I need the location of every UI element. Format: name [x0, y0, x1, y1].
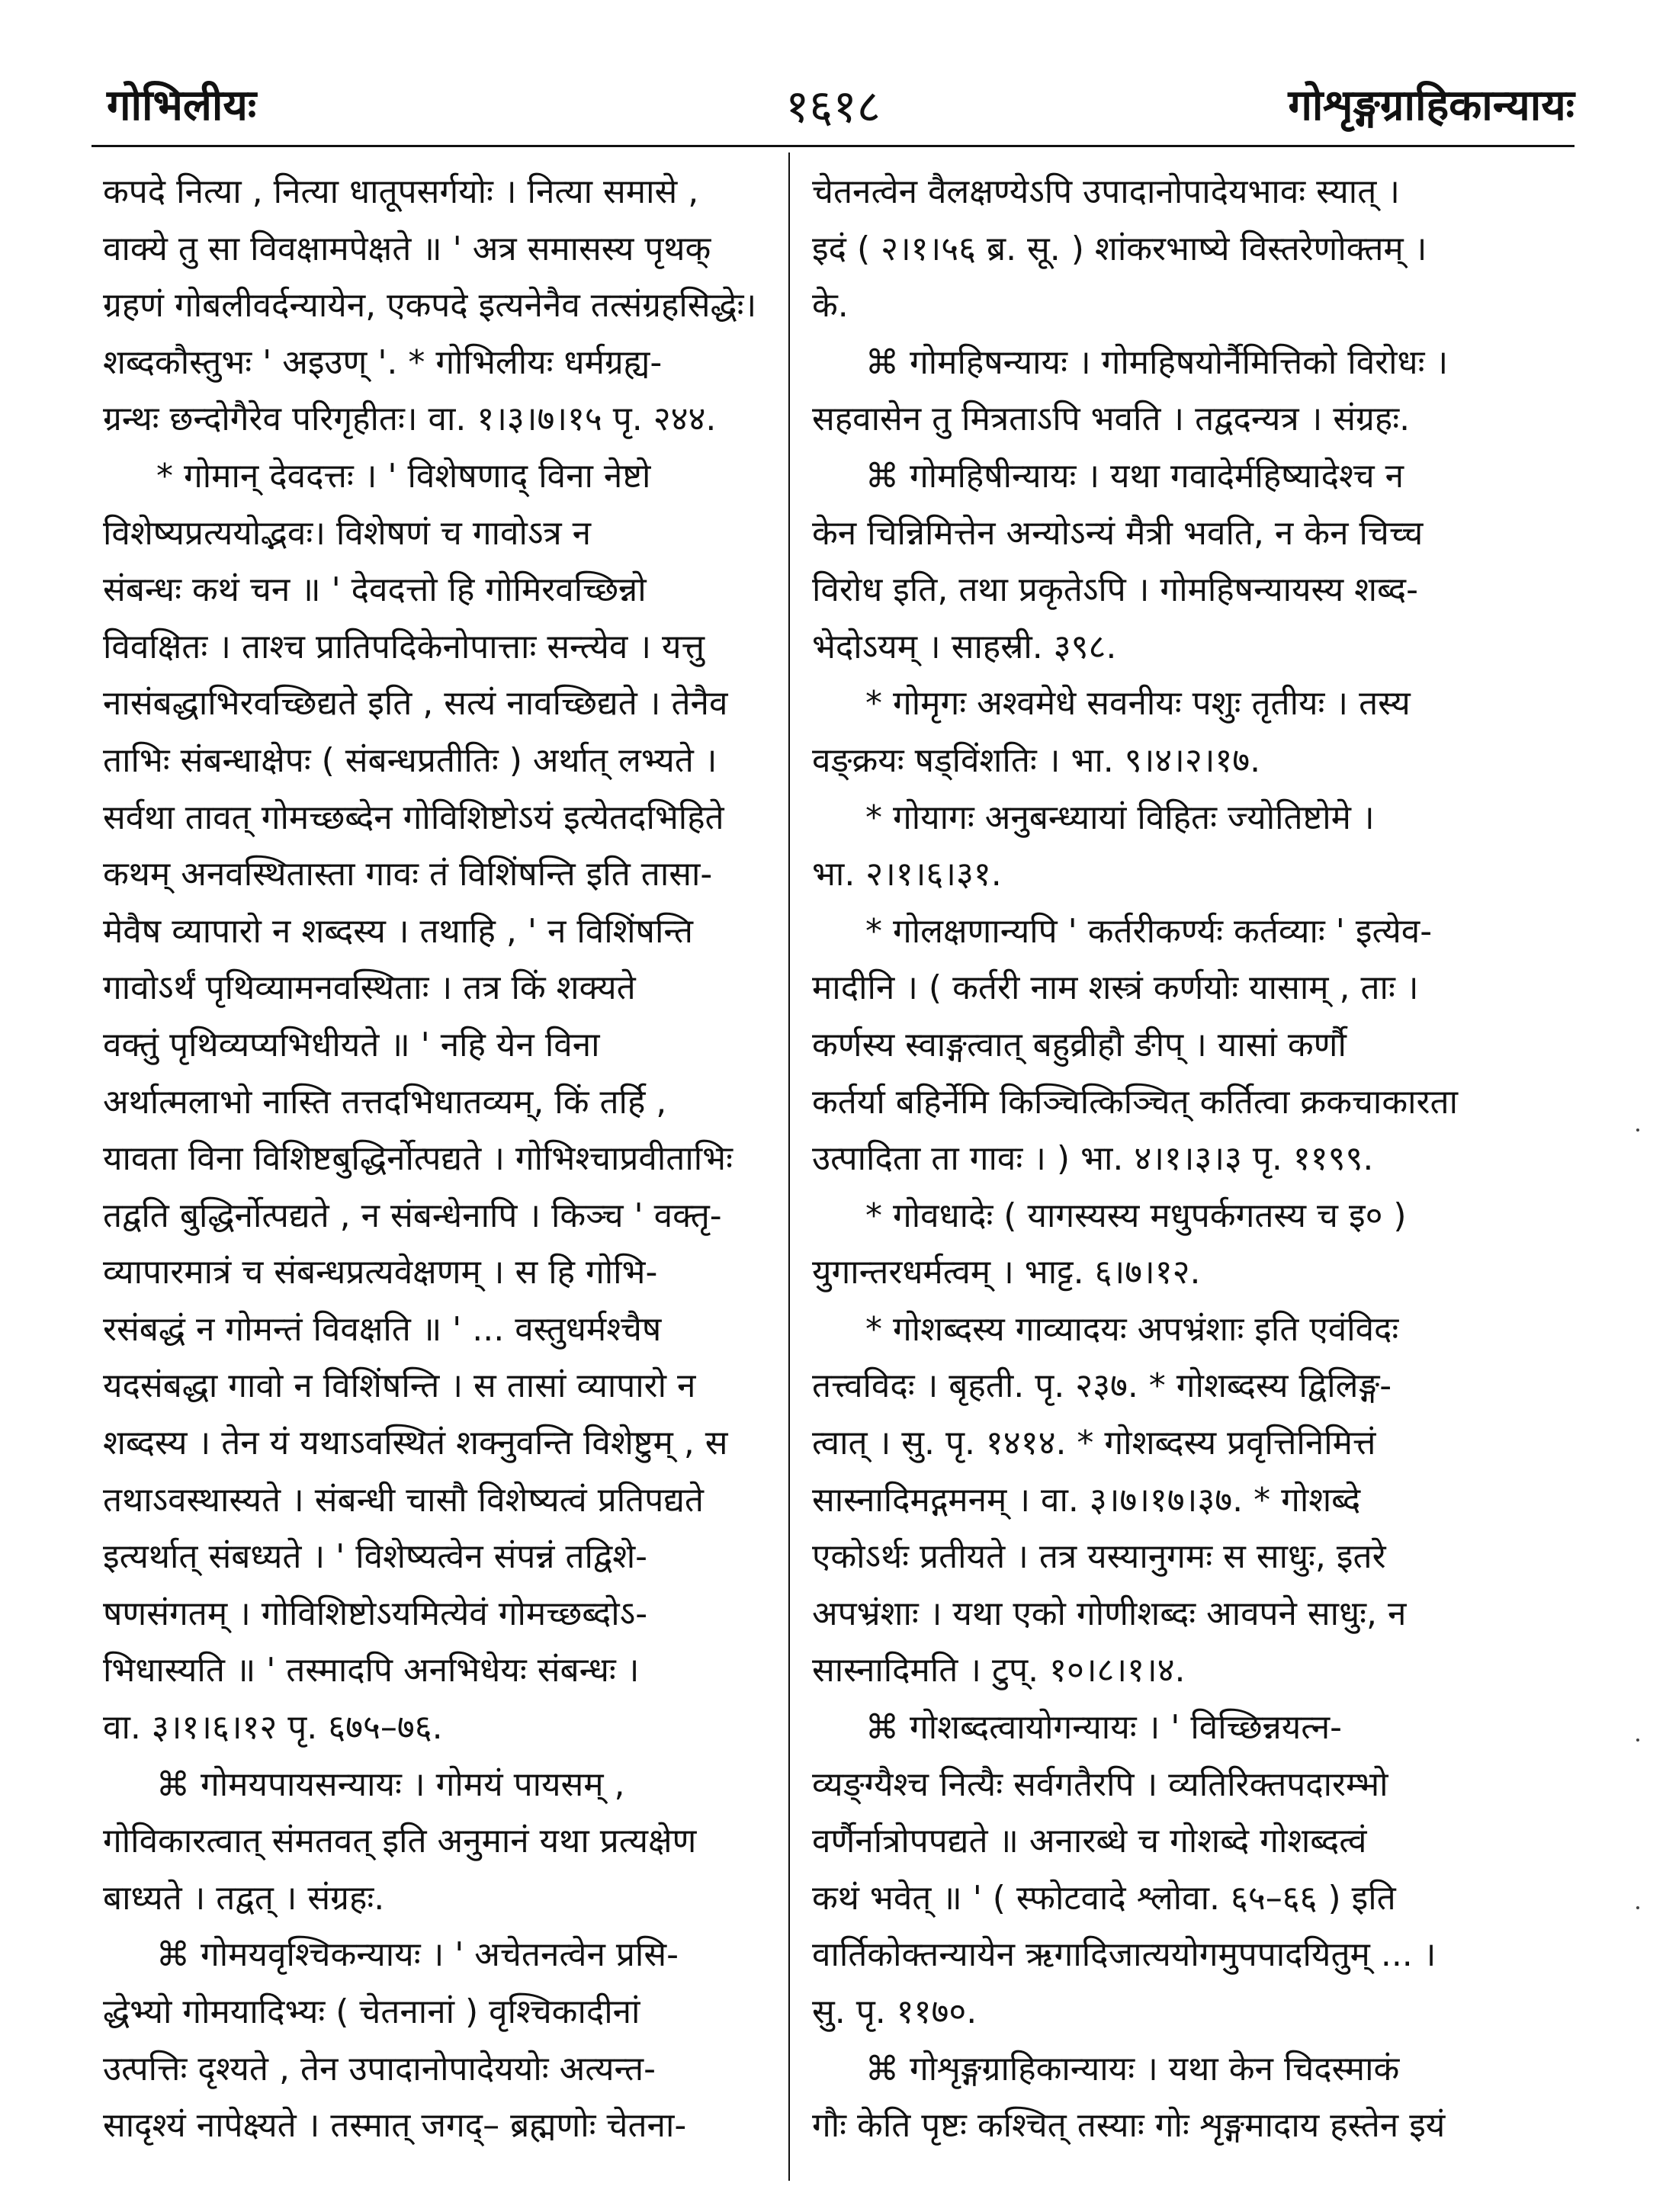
text-line: बाध्यते । तद्वत् । संग्रहः.: [103, 1878, 385, 1918]
text-line: गावोऽर्थं पृथिव्यामनवस्थिताः । तत्र किं शक्यते: [103, 968, 636, 1008]
text-line: के.: [812, 286, 849, 326]
text-line: षणसंगतम् । गोविशिष्टोऽयमित्येवं गोमच्छब्दोऽ-: [103, 1594, 648, 1633]
page-header: [84, 59, 1582, 143]
text-line: अर्थात्मलाभो नास्ति तत्तदभिधातव्यम्, किं तर्हि ,: [103, 1082, 667, 1122]
text-line: सहवासेन तु मित्रताऽपि भवति । तद्वदन्यत्र । संग्रहः.: [812, 400, 1411, 439]
text-line: * गोलक्षणान्यपि ' कर्तरीकर्ण्यः कर्तव्याः ' इत्येव-: [865, 911, 1433, 951]
right-column: [812, 164, 1506, 2155]
text-line: ⌘ गोशब्दत्वायोगन्यायः । ' विच्छिन्नयत्न-: [865, 1708, 1343, 1748]
text-line: कथं भवेत् ॥ ' ( स्फोटवादे श्लोवा. ६५–६६ ) इति: [812, 1878, 1396, 1918]
text-line: उत्पत्तिः दृश्यते , तेन उपादानोपादेययोः अत्यन्त-: [103, 2049, 656, 2088]
text-line: ⌘ गोमहिषन्यायः । गोमहिषयोर्नैमित्तिको विरोधः ।: [865, 342, 1449, 382]
text-line: युगान्तरधर्मत्वम् । भाट्ट. ६।७।१२.: [812, 1253, 1201, 1292]
text-line: वार्तिकोक्तन्यायेन ऋगादिजात्ययोगमुपपादयितुम् ... ।: [812, 1935, 1436, 1975]
text-line: * गोवधादेः ( यागस्यस्य मधुपर्कगतस्य च इ० ): [865, 1196, 1407, 1235]
text-line: रसंबद्धं न गोमन्तं विवक्षति ॥ ' ... वस्तुधर्मश्चैष: [103, 1309, 662, 1349]
text-line: मेवैष व्यापारो न शब्दस्य । तथाहि , ' न विशिंषन्ति: [103, 911, 693, 951]
text-line: वक्तुं पृथिव्यप्यभिधीयते ॥ ' नहि येन विना: [103, 1025, 600, 1064]
text-line: विशेष्यप्रत्ययोद्भवः। विशेषणं च गावोऽत्र न: [103, 513, 592, 553]
text-line: कर्तर्या बहिर्नेमि किञ्चित्किञ्चित् कर्तित्वा क्रकचाकारता: [812, 1082, 1458, 1122]
text-line: विरोध इति, तथा प्रकृतेऽपि । गोमहिषन्यायस्य शब्द-: [812, 570, 1418, 610]
text-line: उत्पादिता ता गावः । ) भा. ४।१।३।३ पृ. ११९९.: [812, 1139, 1374, 1179]
text-line: त्वात् । सु. पृ. १४१४. * गोशब्दस्य प्रवृत्तिनिमित्तं: [812, 1424, 1376, 1463]
text-line: तत्त्वविदः । बृहती. पृ. २३७. * गोशब्दस्य द्विलिङ्ग-: [812, 1366, 1392, 1406]
text-line: वा. ३।१।६।१२ पृ. ६७५–७६.: [103, 1708, 443, 1748]
running-head-right: गोशृङ्गग्राहिकान्यायः: [1288, 81, 1575, 130]
text-line: नासंबद्धाभिरवच्छिद्यते इति , सत्यं नावच्छिद्यते । तेनैव: [103, 684, 728, 724]
text-line: शब्दस्य । तेन यं यथाऽवस्थितं शक्नुवन्ति विशेष्टुम् , स: [103, 1424, 728, 1463]
text-line: ⌘ गोमहिषीन्यायः । यथा गवादेर्महिष्यादेश्च न: [865, 456, 1404, 496]
margin-mark: [1636, 1128, 1639, 1132]
text-line: सु. पृ. ११७०.: [812, 1992, 977, 2031]
text-line: कर्णस्य स्वाङ्गत्वात् बहुव्रीहौ ङीप् । यासां कर्णौ: [812, 1025, 1347, 1064]
text-line: गोविकारत्वात् संमतवत् इति अनुमानं यथा प्रत्यक्षेण: [103, 1822, 697, 1861]
text-line: ग्रन्थः छन्दोगैरेव परिगृहीतः। वा. १।३।७।१५ पृ. २४४.: [103, 400, 717, 439]
text-line: ⌘ गोमयवृश्चिकन्यायः । ' अचेतनत्वेन प्रसि-: [156, 1935, 679, 1975]
text-line: व्यापारमात्रं च संबन्धप्रत्यवेक्षणम् । स हि गोभि-: [103, 1253, 658, 1292]
text-line: ग्रहणं गोबलीवर्दन्यायेन, एकपदे इत्यनेनैव तत्संग्रहसिद्धेः।: [103, 286, 757, 326]
page-number: १६१८: [785, 80, 881, 133]
text-line: तद्वति बुद्धिर्नोत्पद्यते , न संबन्धेनापि । किञ्च ' वक्तृ-: [103, 1196, 722, 1235]
text-line: संबन्धः कथं चन ॥ ' देवदत्तो हि गोमिरवच्छिन्नो: [103, 570, 647, 610]
text-line: सास्नादिमद्गमनम् । वा. ३।७।१७।३७. * गोशब्दे: [812, 1480, 1361, 1520]
running-head-left: गोभिलीयः: [107, 81, 257, 130]
margin-mark: [1636, 1906, 1639, 1909]
text-line: व्यङ्ग्यैश्च नित्यैः सर्वगतैरपि । व्यतिरिक्तपदारम्भो: [812, 1764, 1388, 1804]
text-line: इत्यर्थात् संबध्यते । ' विशेष्यत्वेन संपन्नं तद्विशे-: [103, 1537, 648, 1577]
text-line: ताभिः संबन्धाक्षेपः ( संबन्धप्रतीतिः ) अर्थात् लभ्यते ।: [103, 740, 717, 780]
text-line: द्धेभ्यो गोमयादिभ्यः ( चेतनानां ) वृश्चिकादीनां: [103, 1992, 640, 2031]
text-line: सर्वथा तावत् गोमच्छब्देन गोविशिष्टोऽयं इत्येतदभिहिते: [103, 798, 724, 837]
text-line: शब्दकौस्तुभः ' अइउण् '. * गोभिलीयः धर्मग्रह्य-: [103, 342, 663, 382]
text-line: ⌘ गोशृङ्गग्राहिकान्यायः । यथा केन चिदस्माकं: [865, 2049, 1400, 2088]
text-line: वर्णैर्नात्रोपपद्यते ॥ अनारब्धे च गोशब्दे गोशब्दत्वं: [812, 1822, 1367, 1861]
text-line: * गोमृगः अश्वमेधे सवनीयः पशुः तृतीयः । तस्य: [865, 684, 1411, 724]
text-line: वाक्ये तु सा विवक्षामपेक्षते ॥ ' अत्र समासस्य पृथक्: [103, 229, 711, 268]
text-line: * गोयागः अनुबन्ध्यायां विहितः ज्योतिष्टोमे ।: [865, 798, 1375, 837]
text-line: केन चिन्निमित्तेन अन्योऽन्यं मैत्री भवति, न केन चिच्च: [812, 513, 1424, 553]
text-line: वङ्क्रयः षड्विंशतिः । भा. ९।४।२।१७.: [812, 740, 1261, 780]
margin-mark: [1636, 1738, 1639, 1742]
header-rule: [91, 145, 1575, 147]
text-line: यदसंबद्धा गावो न विशिंषन्ति । स तासां व्यापारो न: [103, 1366, 696, 1406]
text-line: ⌘ गोमयपायसन्यायः । गोमयं पायसम् ,: [156, 1764, 625, 1804]
text-line: कपदे नित्या , नित्या धातूपसर्गयोः । नित्या समासे ,: [103, 172, 699, 211]
text-line: अपभ्रंशाः । यथा एको गोणीशब्दः आवपने साधुः, न: [812, 1594, 1407, 1633]
text-line: मादीनि । ( कर्तरी नाम शस्त्रं कर्णयोः यासाम् , ताः ।: [812, 968, 1419, 1008]
text-line: चेतनत्वेन वैलक्षण्येऽपि उपादानोपादेयभावः स्यात् ।: [812, 172, 1400, 211]
text-line: * गोमान् देवदत्तः । ' विशेषणाद् विना नेष्टो: [156, 456, 651, 496]
text-line: इदं ( २।१।५६ ब्र. सू. ) शांकरभाष्ये विस्तरेणोक्तम् ।: [812, 229, 1427, 268]
text-line: * गोशब्दस्य गाव्यादयः अपभ्रंशाः इति एवंविदः: [865, 1309, 1399, 1349]
left-column: [103, 164, 797, 2155]
text-line: यावता विना विशिष्टबुद्धिर्नोत्पद्यते । गोभिश्चाप्रवीताभिः: [103, 1139, 733, 1179]
text-line: सादृश्यं नापेक्ष्यते । तस्मात् जगद्– ब्रह्मणोः चेतना-: [103, 2106, 687, 2146]
text-line: भेदोऽयम् । साहस्री. ३९८.: [812, 627, 1117, 666]
text-line: एकोऽर्थः प्रतीयते । तत्र यस्यानुगमः स साधुः, इतरे: [812, 1537, 1386, 1577]
text-line: कथम् अनवस्थितास्ता गावः तं विशिंषन्ति इति तासा-: [103, 855, 713, 894]
text-line: सास्नादिमति । टुप्. १०।८।१।४.: [812, 1651, 1186, 1690]
text-line: तथाऽवस्थास्यते । संबन्धी चासौ विशेष्यत्वं प्रतिपद्यते: [103, 1480, 705, 1520]
text-line: भा. २।१।६।३१.: [812, 855, 1002, 894]
text-line: विवक्षितः । ताश्च प्रातिपदिकेनोपात्ताः सन्त्येव । यत्तु: [103, 627, 705, 666]
text-line: गौः केति पृष्टः कश्चित् तस्याः गोः शृङ्गमादाय हस्तेन इयं: [812, 2106, 1446, 2146]
text-line: भिधास्यति ॥ ' तस्मादपि अनभिधेयः संबन्धः ।: [103, 1651, 640, 1690]
